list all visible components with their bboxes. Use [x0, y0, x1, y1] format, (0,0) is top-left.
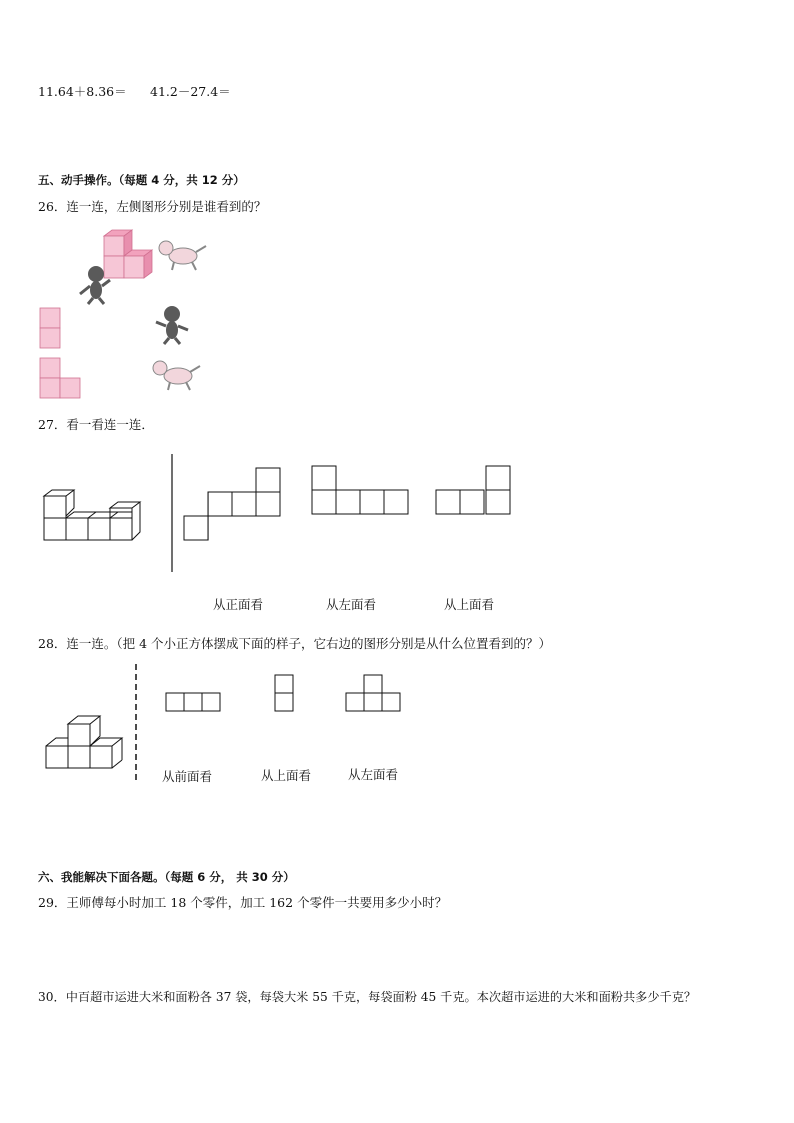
q27-view-a	[184, 468, 280, 540]
q26-text: 26．连一连，左侧图形分别是谁看到的？	[38, 199, 267, 214]
section5-heading: 五、动手操作。（每题 4 分，共 12 分）	[38, 173, 245, 187]
calc-expression-2: 41.2－27.4＝	[150, 84, 231, 99]
dog-icon-top	[159, 241, 206, 270]
q28-view-b	[275, 675, 293, 711]
q27-view-c	[436, 466, 510, 514]
q26-figure	[38, 226, 218, 402]
q27-label-front: 从正面看	[213, 597, 264, 612]
q27-label-left: 从左面看	[326, 597, 377, 612]
q27-figure	[38, 450, 528, 580]
q28-text: 28．连一连。（把 4 个小正方体摆成下面的样子，它右边的图形分别是从什么位置看到的？）	[38, 636, 552, 651]
q29-text: 29．王师傅每小时加工 18 个零件，加工 162 个零件一共要用多少小时？	[38, 895, 448, 910]
monkey-icon	[156, 306, 188, 344]
q27-solid	[44, 490, 140, 540]
q28-label-front: 从前面看	[162, 769, 213, 784]
dog-icon	[153, 361, 200, 390]
q28-label-top: 从上面看	[261, 768, 312, 783]
q30-text: 30．中百超市运进大米和面粉各 37 袋，每袋大米 55 千克，每袋面粉 45 千克。本次超市运进的大米和面粉共多少千克？	[38, 990, 697, 1004]
q28-view-c	[346, 675, 400, 711]
q28-label-left: 从左面看	[348, 767, 399, 782]
view-shape-b	[40, 358, 80, 398]
pink-cube-stack	[104, 230, 152, 278]
q28-solid	[46, 716, 122, 768]
q28-view-a	[166, 693, 220, 711]
section6-heading: 六、我能解决下面各题。（每题 6 分， 共 30 分）	[38, 870, 295, 884]
view-shape-a	[40, 308, 60, 348]
q27-label-top: 从上面看	[444, 597, 495, 612]
q27-text: 27．看一看连一连．	[38, 417, 154, 432]
q27-view-b	[312, 466, 408, 514]
calc-expression-1: 11.64＋8.36＝	[38, 84, 127, 99]
